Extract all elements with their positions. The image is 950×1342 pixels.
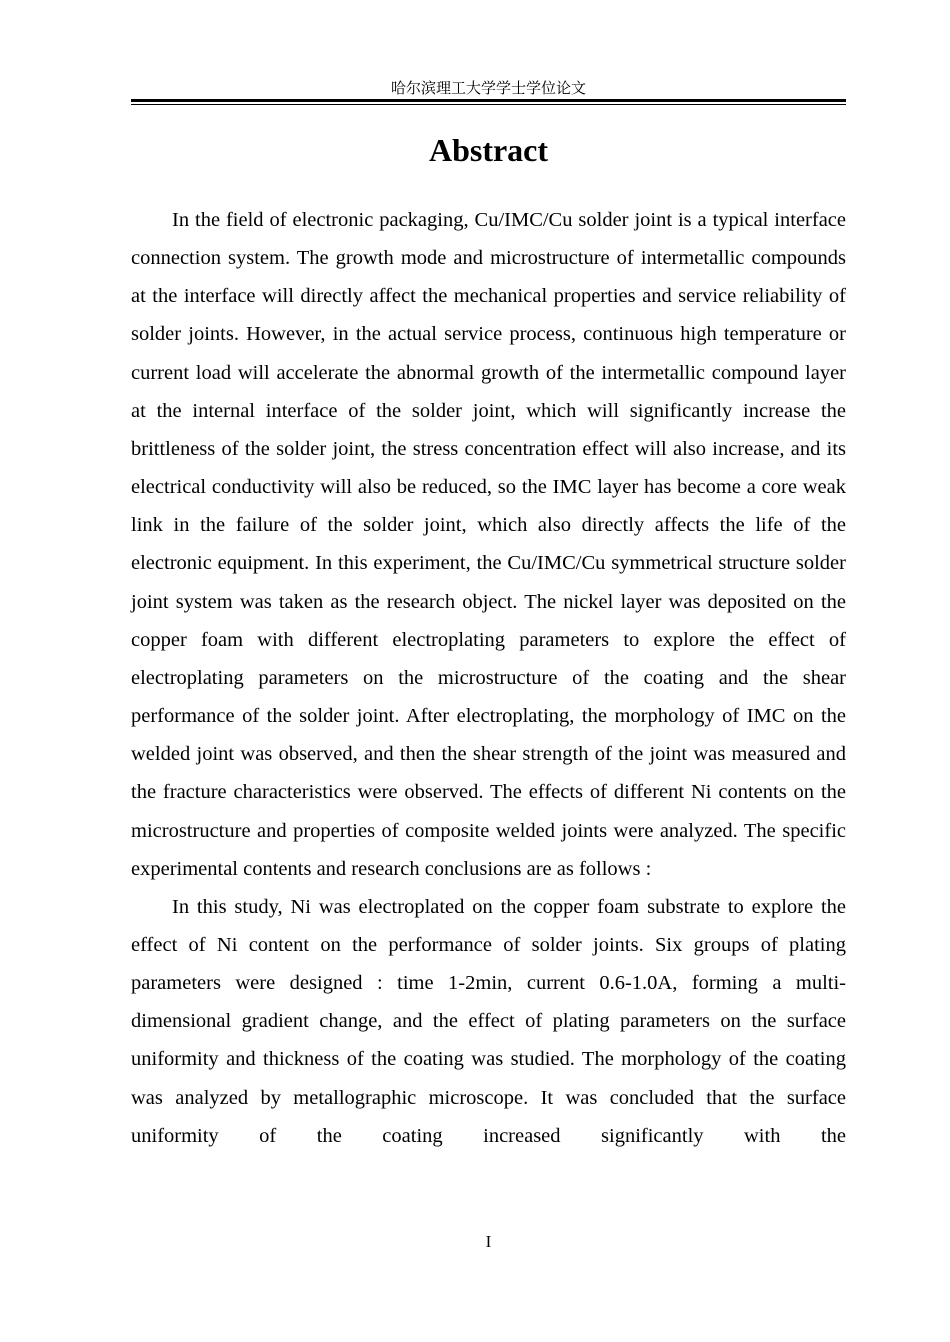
running-header: 哈尔滨理工大学学士学位论文 xyxy=(390,79,586,97)
abstract-title: Abstract xyxy=(428,132,549,168)
abstract-paragraph-1: In the field of electronic packaging, Cu/IMC/Cu solder joint is a typical interface connection system. The growth mode and microstructure of intermetallic compounds at the interface will directly affect the mechanical properties and service reliability of solder joints. However, in the actual service process, continuous high temperature or current load will accelerate the abnormal growth of the intermetallic compound layer at the internal interface of the solder joint, which will significantly increase the brittleness of the solder joint, the stress concentration effect will also increase, and its electrical conductivity will also be reduced, so the IMC layer has become a core weak link in the failure of the solder joint, which also directly affects the life of the electronic equipment. In this experiment, the Cu/IMC/Cu symmetrical structure solder joint system was taken as the research object. The nickel layer was deposited on the copper foam with different electroplating parameters to explore the effect of electroplating parameters on the microstructure of the coating and the shear performance of the solder joint. After electroplating, the morphology of IMC on the welded joint was observed, and then the shear strength of the joint was measured and the fracture characteristics were observed. The effects of different Ni contents on the microstructure and properties of composite welded joints were analyzed. The specific experimental contents and research conclusions are as follows : xyxy=(131,209,846,880)
header-rule-thick xyxy=(131,99,846,102)
page-number: I xyxy=(485,1232,492,1251)
abstract-body xyxy=(131,201,846,1155)
header-rule-thin xyxy=(131,104,846,105)
abstract-paragraph-2: In this study, Ni was electroplated on the copper foam substrate to explore the effect of Ni content on the performance of solder joints. Six groups of plating parameters were designed : time 1-2min, current 0.6-1.0A, forming a multi-dimensional gradient change, and the effect of plating parameters on the surface uniformity and thickness of the coating was studied. The morphology of the coating was analyzed by metallographic microscope. It was concluded that the surface uniformity of the coating increased significantly with the xyxy=(131,895,846,1147)
